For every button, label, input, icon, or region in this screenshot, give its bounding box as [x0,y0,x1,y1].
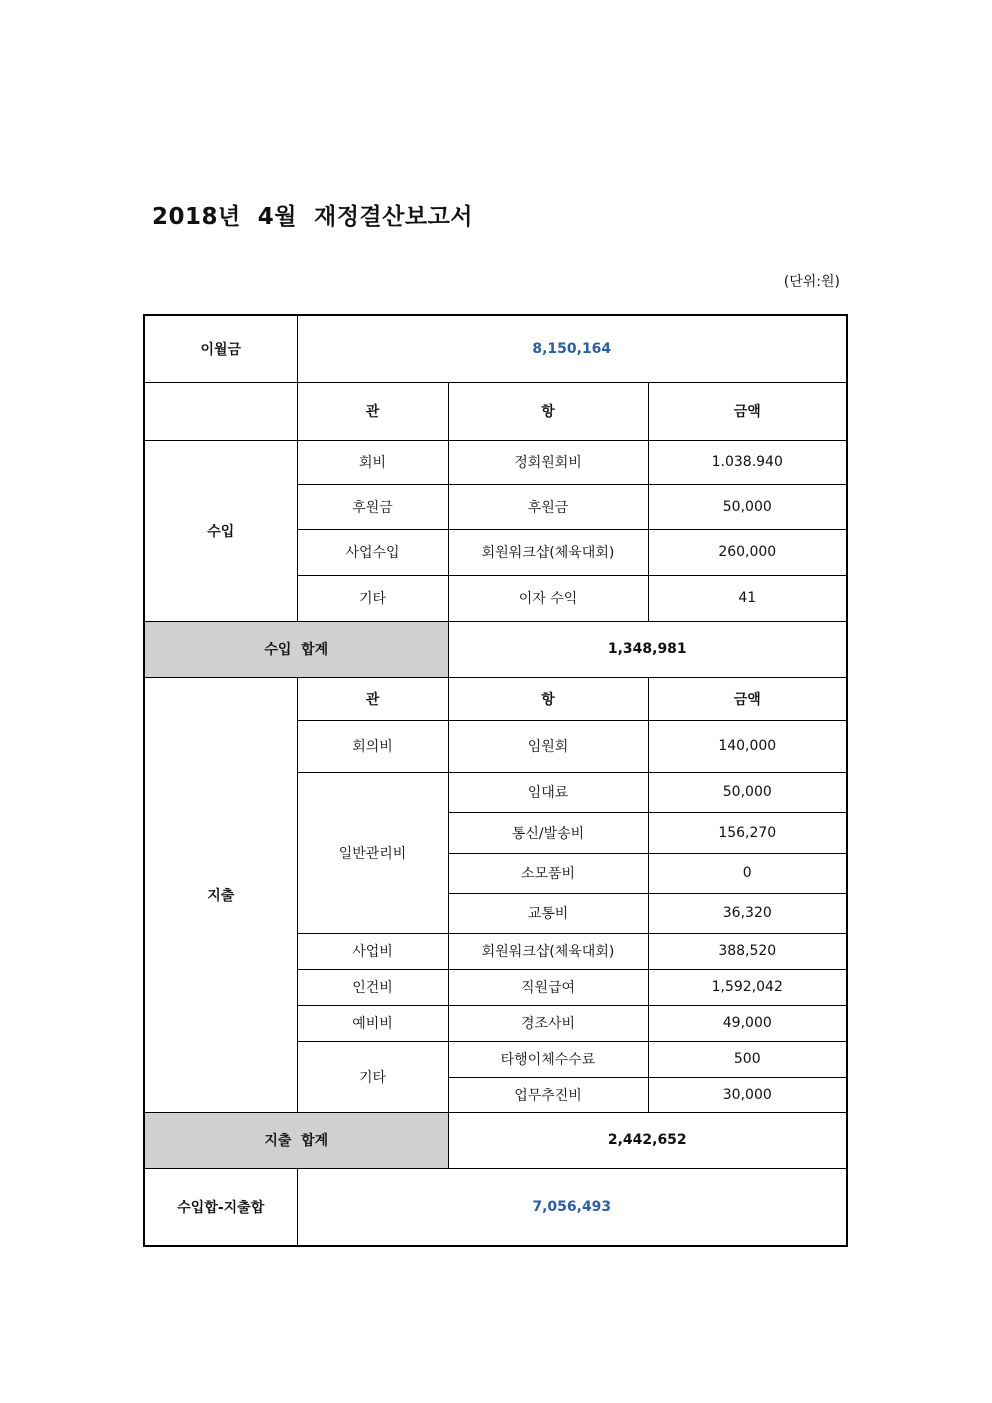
expense-gwan: 회의비 [297,720,448,772]
income-header-row [144,382,847,440]
header-gwan: 관 [297,677,448,720]
expense-total-row [144,1112,847,1168]
expense-gwan: 일반관리비 [297,772,448,933]
expense-hang: 임대료 [448,772,648,812]
finance-report-table [143,314,848,1247]
income-hang: 정회원회비 [448,440,648,484]
expense-amount: 388,520 [648,933,847,969]
expense-amount: 140,000 [648,720,847,772]
balance-row [144,1168,847,1246]
expense-total-value: 2,442,652 [448,1112,847,1168]
expense-gwan: 예비비 [297,1005,448,1041]
header-amount: 금액 [648,677,847,720]
expense-hang: 타행이체수수료 [448,1041,648,1077]
expense-amount: 49,000 [648,1005,847,1041]
expense-hang: 교통비 [448,893,648,933]
expense-amount: 500 [648,1041,847,1077]
header-blank-cell [144,382,297,440]
income-total-label: 수입 합계 [144,621,448,677]
income-total-value: 1,348,981 [448,621,847,677]
report-title: 2018년 4월 재정결산보고서 [152,204,474,230]
expense-amount: 156,270 [648,812,847,853]
expense-total-label: 지출 합계 [144,1112,448,1168]
header-hang: 항 [448,382,648,440]
expense-gwan: 사업비 [297,933,448,969]
income-amount: 260,000 [648,529,847,575]
income-gwan: 회비 [297,440,448,484]
header-gwan: 관 [297,382,448,440]
income-section-label: 수입 [144,440,297,621]
balance-label: 수입합-지출합 [144,1168,297,1246]
expense-amount: 50,000 [648,772,847,812]
expense-section-label: 지출 [144,677,297,1112]
expense-amount: 1,592,042 [648,969,847,1005]
expense-hang: 통신/발송비 [448,812,648,853]
unit-label: (단위:원) [783,274,840,290]
expense-amount: 0 [648,853,847,893]
income-gwan: 기타 [297,575,448,621]
expense-hang: 업무추진비 [448,1077,648,1112]
income-gwan: 후원금 [297,484,448,529]
income-hang: 후원금 [448,484,648,529]
income-row [144,440,847,484]
income-amount: 41 [648,575,847,621]
expense-gwan: 기타 [297,1041,448,1112]
header-hang: 항 [448,677,648,720]
income-gwan: 사업수입 [297,529,448,575]
expense-hang: 임원회 [448,720,648,772]
carryover-value: 8,150,164 [297,315,847,382]
carryover-label: 이월금 [144,315,297,382]
balance-value: 7,056,493 [297,1168,847,1246]
income-total-row [144,621,847,677]
expense-amount: 30,000 [648,1077,847,1112]
carryover-row [144,315,847,382]
expense-amount: 36,320 [648,893,847,933]
expense-hang: 회원워크샵(체육대회) [448,933,648,969]
header-amount: 금액 [648,382,847,440]
income-amount: 50,000 [648,484,847,529]
income-hang: 이자 수익 [448,575,648,621]
expense-header-row [144,677,847,720]
expense-hang: 소모품비 [448,853,648,893]
expense-hang: 경조사비 [448,1005,648,1041]
expense-hang: 직원급여 [448,969,648,1005]
income-hang: 회원워크샵(체육대회) [448,529,648,575]
income-amount: 1.038.940 [648,440,847,484]
expense-gwan: 인건비 [297,969,448,1005]
